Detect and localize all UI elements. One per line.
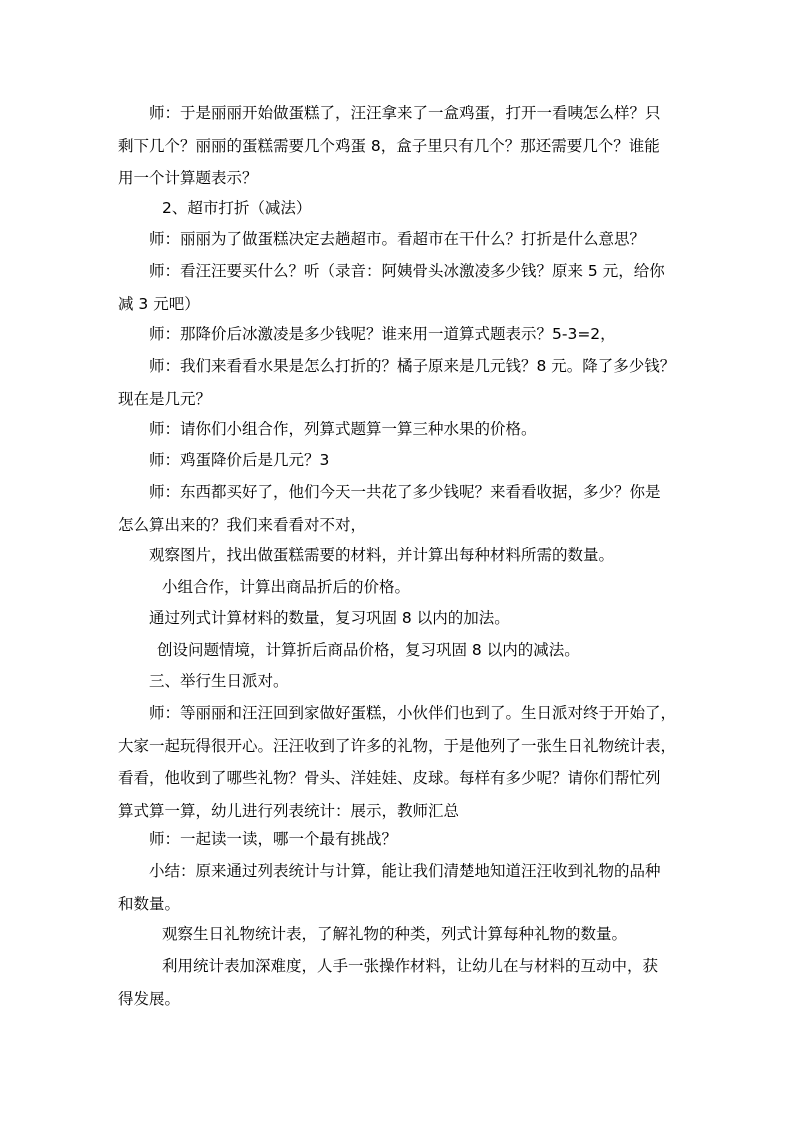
text-line: 剩下几个？丽丽的蛋糕需要几个鸡蛋 8，盒子里只有几个？那还需要几个？谁能 <box>118 136 660 155</box>
paragraph-supermarket <box>118 223 678 256</box>
text-line: 师：看汪汪要买什么？听（录音：阿姨骨头冰激凌多少钱？原来 5 元，给你 <box>149 262 665 280</box>
text-line: 现在是几元？ <box>118 389 212 408</box>
paragraph-group-calc <box>118 571 678 604</box>
text-line: 利用统计表加深难度，人手一张操作材料，让幼儿在与材料的互动中，获 <box>162 957 659 975</box>
text-line: 通过列式计算材料的数量，复习巩固 8 以内的加法。 <box>149 609 510 627</box>
paragraph-read-together <box>118 823 678 856</box>
paragraph-price-after <box>118 318 678 351</box>
paragraph-party <box>118 697 678 827</box>
paragraph-observe-picture <box>118 539 678 572</box>
paragraph-review-subtraction <box>118 634 678 667</box>
paragraph-observe-table <box>118 918 678 951</box>
text-line: 师：丽丽为了做蛋糕决定去趟超市。看超市在干什么？打折是什么意思？ <box>149 230 646 248</box>
text-line: 减 3 元吧） <box>118 294 200 313</box>
paragraph-ice-cream <box>118 255 678 320</box>
text-line: 得发展。 <box>118 989 181 1008</box>
paragraph-summary <box>118 855 678 920</box>
text-line: 三、举行生日派对。 <box>149 672 289 690</box>
paragraph-cake-eggs <box>118 97 678 195</box>
text-line: 创设问题情境，计算折后商品价格，复习巩固 8 以内的减法。 <box>157 641 580 659</box>
paragraph-egg-price <box>118 444 678 477</box>
text-line: 师：等丽丽和汪汪回到家做好蛋糕，小伙伴们也到了。生日派对终于开始了， <box>149 704 677 722</box>
paragraph-materials <box>118 950 678 1015</box>
text-line: 师：请你们小组合作，列算式题算一算三种水果的价格。 <box>149 420 537 438</box>
text-line: 师：我们来看看水果是怎么打折的？橘子原来是几元钱？8 元。降了多少钱？ <box>149 357 676 375</box>
text-line: 大家一起玩得很开心。汪汪收到了许多的礼物，于是他列了一张生日礼物统计表， <box>118 736 677 755</box>
text-line: 和数量。 <box>118 894 181 913</box>
text-line: 观察生日礼物统计表，了解礼物的种类，列式计算每种礼物的数量。 <box>162 925 628 943</box>
text-line: 师：那降价后冰激凌是多少钱呢？谁来用一道算式题表示？5-3=2， <box>149 325 616 343</box>
text-line: 师：于是丽丽开始做蛋糕了，汪汪拿来了一盒鸡蛋，打开一看咦怎么样？只 <box>149 104 661 122</box>
text-line: 师：一起读一读，哪一个最有挑战？ <box>149 830 398 848</box>
paragraph-review-addition <box>118 602 678 635</box>
text-line: 师：鸡蛋降价后是几元？3 <box>149 451 330 469</box>
paragraph-group-work <box>118 413 678 446</box>
paragraph-fruit-discount <box>118 350 678 415</box>
text-line: 观察图片，找出做蛋糕需要的材料，并计算出每种材料所需的数量。 <box>149 546 615 564</box>
text-line: 看看，他收到了哪些礼物？骨头、洋娃娃、皮球。每样有多少呢？请你们帮忙列 <box>118 769 661 787</box>
section-heading-party <box>118 665 678 698</box>
text-line: 2、超市打折（减法） <box>162 199 312 217</box>
section-heading-supermarket <box>118 192 678 225</box>
text-line: 怎么算出来的？我们来看看对不对， <box>118 515 367 534</box>
paragraph-receipt <box>118 476 678 541</box>
text-line: 师：东西都买好了，他们今天一共花了多少钱呢？来看看收据，多少？你是 <box>149 483 661 501</box>
text-line: 小组合作，计算出商品折后的价格。 <box>162 578 411 596</box>
text-line: 用一个计算题表示？ <box>118 169 258 187</box>
text-line: 算式算一算，幼儿进行列表统计：展示，教师汇总 <box>118 801 460 820</box>
text-line: 小结：原来通过列表统计与计算，能让我们清楚地知道汪汪收到礼物的品种 <box>149 862 661 880</box>
